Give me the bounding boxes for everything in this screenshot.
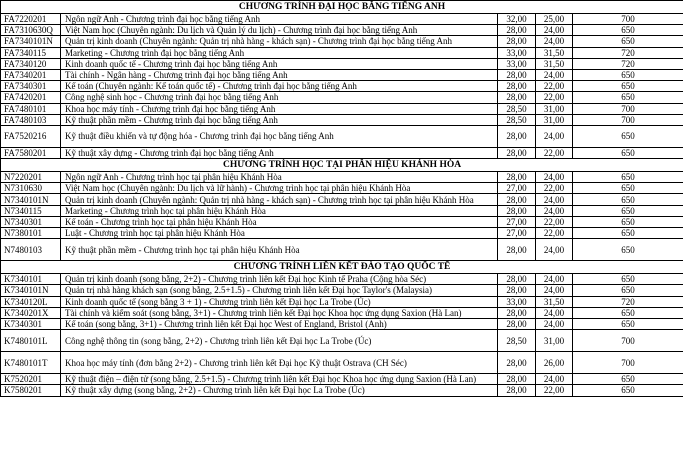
score-c-cell: 650 bbox=[573, 274, 683, 285]
score-a-cell: 28,00 bbox=[498, 285, 536, 296]
table-row bbox=[1, 58, 683, 69]
section-title: CHƯƠNG TRÌNH HỌC TẠI PHÂN HIỆU KHÁNH HÒA bbox=[1, 159, 683, 172]
program-name-cell: Quản trị kinh doanh (Chuyên ngành: Quản trị nhà hàng - khách sạn) - Chương trình học tại phân hiệu Khánh Hòa bbox=[61, 194, 498, 205]
score-b-cell: 24,00 bbox=[536, 285, 573, 296]
program-code-cell: N7340115 bbox=[1, 205, 61, 216]
program-code-cell: FA7340120 bbox=[1, 58, 61, 69]
score-c-cell: 650 bbox=[573, 239, 683, 261]
score-c-cell: 700 bbox=[573, 330, 683, 352]
score-a-cell: 28,00 bbox=[498, 125, 536, 147]
table-row bbox=[1, 374, 683, 385]
table-row bbox=[1, 81, 683, 92]
program-name-cell: Công nghệ thông tin (song bằng, 2+2) - Chương trình liên kết Đại học La Trobe (Úc) bbox=[61, 330, 498, 352]
score-c-cell: 650 bbox=[573, 194, 683, 205]
score-a-cell: 28,00 bbox=[498, 274, 536, 285]
score-b-cell: 24,00 bbox=[536, 307, 573, 318]
program-code-cell: FA7340101N bbox=[1, 36, 61, 47]
program-code-cell: FA7580201 bbox=[1, 147, 61, 158]
program-name-cell: Tài chính và kiểm soát (song bằng, 3+1) - Chương trình liên kết Đại học Khoa học ứng dụng Saxion (Hà Lan) bbox=[61, 307, 498, 318]
score-a-cell: 33,00 bbox=[498, 58, 536, 69]
score-a-cell: 28,00 bbox=[498, 239, 536, 261]
table-row bbox=[1, 205, 683, 216]
program-name-cell: Kế toán - Chương trình học tại phân hiệu Khánh Hòa bbox=[61, 216, 498, 227]
program-code-cell: N7480103 bbox=[1, 239, 61, 261]
score-b-cell: 22,00 bbox=[536, 183, 573, 194]
program-code-cell: N7310630 bbox=[1, 183, 61, 194]
score-a-cell: 28,00 bbox=[498, 172, 536, 183]
section-header-row bbox=[1, 159, 683, 172]
score-b-cell: 31,50 bbox=[536, 296, 573, 307]
score-b-cell: 24,00 bbox=[536, 205, 573, 216]
program-name-cell: Marketing - Chương trình đại học bằng tiếng Anh bbox=[61, 47, 498, 58]
program-code-cell: K7520201 bbox=[1, 374, 61, 385]
score-c-cell: 720 bbox=[573, 47, 683, 58]
section-title: CHƯƠNG TRÌNH LIÊN KẾT ĐÀO TẠO QUỐC TẾ bbox=[1, 261, 683, 274]
score-a-cell: 32,00 bbox=[498, 14, 536, 25]
score-c-cell: 650 bbox=[573, 36, 683, 47]
table-row bbox=[1, 285, 683, 296]
program-name-cell: Công nghệ sinh học - Chương trình đại học bằng tiếng Anh bbox=[61, 92, 498, 103]
score-a-cell: 28,00 bbox=[498, 318, 536, 329]
table-row bbox=[1, 239, 683, 261]
score-c-cell: 700 bbox=[573, 114, 683, 125]
program-name-cell: Kỹ thuật xây dựng - Chương trình đại học bằng tiếng Anh bbox=[61, 147, 498, 158]
program-name-cell: Kỹ thuật điện – điện tử (song bằng, 2.5+1.5) - Chương trình liên kết Đại học Khoa học ứng dụng Saxion (Hà Lan) bbox=[61, 374, 498, 385]
score-b-cell: 31,00 bbox=[536, 114, 573, 125]
table-row bbox=[1, 194, 683, 205]
score-c-cell: 650 bbox=[573, 125, 683, 147]
score-b-cell: 31,50 bbox=[536, 58, 573, 69]
program-code-cell: K7480101T bbox=[1, 352, 61, 374]
score-a-cell: 28,00 bbox=[498, 25, 536, 36]
program-code-cell: FA7480101 bbox=[1, 103, 61, 114]
program-code-cell: FA7480103 bbox=[1, 114, 61, 125]
score-b-cell: 31,50 bbox=[536, 47, 573, 58]
table-row bbox=[1, 14, 683, 25]
program-code-cell: K7340101 bbox=[1, 274, 61, 285]
program-name-cell: Kỹ thuật xây dựng (song bằng, 2+2) - Chương trình liên kết Đại học La Trobe (Úc) bbox=[61, 385, 498, 396]
section-header-row bbox=[1, 261, 683, 274]
score-c-cell: 650 bbox=[573, 228, 683, 239]
score-b-cell: 24,00 bbox=[536, 172, 573, 183]
program-code-cell: K7580201 bbox=[1, 385, 61, 396]
score-c-cell: 650 bbox=[573, 147, 683, 158]
score-a-cell: 28,00 bbox=[498, 81, 536, 92]
score-a-cell: 27,00 bbox=[498, 228, 536, 239]
table-row bbox=[1, 330, 683, 352]
table-row bbox=[1, 47, 683, 58]
score-c-cell: 650 bbox=[573, 374, 683, 385]
score-c-cell: 650 bbox=[573, 205, 683, 216]
score-b-cell: 24,00 bbox=[536, 239, 573, 261]
table-row bbox=[1, 296, 683, 307]
program-name-cell: Việt Nam học (Chuyên ngành: Du lịch và lữ hành) - Chương trình học tại phân hiệu Khánh Hòa bbox=[61, 183, 498, 194]
score-b-cell: 24,00 bbox=[536, 318, 573, 329]
score-c-cell: 650 bbox=[573, 92, 683, 103]
program-code-cell: N7340101N bbox=[1, 194, 61, 205]
program-code-cell: K7340101N bbox=[1, 285, 61, 296]
program-name-cell: Kế toán (song bằng, 3+1) - Chương trình liên kết Đại học West of England, Bristol (Anh) bbox=[61, 318, 498, 329]
table-row bbox=[1, 183, 683, 194]
program-name-cell: Luật - Chương trình học tại phân hiệu Khánh Hòa bbox=[61, 228, 498, 239]
program-code-cell: K7340201X bbox=[1, 307, 61, 318]
score-c-cell: 650 bbox=[573, 69, 683, 80]
program-code-cell: FA7340115 bbox=[1, 47, 61, 58]
program-name-cell: Ngôn ngữ Anh - Chương trình học tại phân hiệu Khánh Hòa bbox=[61, 172, 498, 183]
score-c-cell: 650 bbox=[573, 81, 683, 92]
table-row bbox=[1, 114, 683, 125]
table-row bbox=[1, 274, 683, 285]
score-a-cell: 33,00 bbox=[498, 47, 536, 58]
score-a-cell: 28,00 bbox=[498, 147, 536, 158]
score-b-cell: 24,00 bbox=[536, 194, 573, 205]
score-c-cell: 650 bbox=[573, 385, 683, 396]
score-a-cell: 28,00 bbox=[498, 36, 536, 47]
program-code-cell: N7220201 bbox=[1, 172, 61, 183]
score-a-cell: 28,00 bbox=[498, 352, 536, 374]
program-code-cell: FA7520216 bbox=[1, 125, 61, 147]
score-b-cell: 24,00 bbox=[536, 36, 573, 47]
program-code-cell: FA7310630Q bbox=[1, 25, 61, 36]
program-name-cell: Kỹ thuật phần mềm - Chương trình học tại phân hiệu Khánh Hòa bbox=[61, 239, 498, 261]
score-a-cell: 28,00 bbox=[498, 194, 536, 205]
score-a-cell: 28,50 bbox=[498, 114, 536, 125]
program-name-cell: Việt Nam học (Chuyên ngành: Du lịch và Quản lý du lịch) - Chương trình đại học bằng tiếng Anh bbox=[61, 25, 498, 36]
score-b-cell: 31,00 bbox=[536, 330, 573, 352]
score-b-cell: 26,00 bbox=[536, 352, 573, 374]
table-row bbox=[1, 25, 683, 36]
table-row bbox=[1, 36, 683, 47]
score-b-cell: 24,00 bbox=[536, 125, 573, 147]
program-code-cell: FA7220201 bbox=[1, 14, 61, 25]
program-code-cell: FA7420201 bbox=[1, 92, 61, 103]
score-b-cell: 24,00 bbox=[536, 25, 573, 36]
program-name-cell: Quản trị kinh doanh (song bằng, 2+2) - Chương trình liên kết Đại học Kinh tế Praha (Cộng hòa Séc) bbox=[61, 274, 498, 285]
program-name-cell: Kế toán (Chuyên ngành: Kế toán quốc tế) - Chương trình đại học bằng tiếng Anh bbox=[61, 81, 498, 92]
score-c-cell: 650 bbox=[573, 25, 683, 36]
program-code-cell: K7480101L bbox=[1, 330, 61, 352]
score-a-cell: 28,50 bbox=[498, 330, 536, 352]
score-b-cell: 31,00 bbox=[536, 103, 573, 114]
program-code-cell: FA7340301 bbox=[1, 81, 61, 92]
score-c-cell: 650 bbox=[573, 307, 683, 318]
program-name-cell: Quản trị kinh doanh (Chuyên ngành: Quản trị nhà hàng - khách sạn) - Chương trình đại học bằng tiếng Anh bbox=[61, 36, 498, 47]
score-b-cell: 22,00 bbox=[536, 81, 573, 92]
table-row bbox=[1, 103, 683, 114]
score-b-cell: 22,00 bbox=[536, 216, 573, 227]
section-header-row bbox=[1, 1, 683, 14]
score-a-cell: 28,50 bbox=[498, 103, 536, 114]
section-title: CHƯƠNG TRÌNH ĐẠI HỌC BẰNG TIẾNG ANH bbox=[1, 1, 683, 14]
score-b-cell: 24,00 bbox=[536, 69, 573, 80]
table-row bbox=[1, 352, 683, 374]
program-name-cell: Khoa học máy tính (đơn bằng 2+2) - Chương trình liên kết Đại học Kỹ thuật Ostrava (CH Séc) bbox=[61, 352, 498, 374]
score-a-cell: 28,00 bbox=[498, 92, 536, 103]
score-c-cell: 650 bbox=[573, 318, 683, 329]
score-a-cell: 33,00 bbox=[498, 296, 536, 307]
score-b-cell: 22,00 bbox=[536, 228, 573, 239]
table-row bbox=[1, 318, 683, 329]
score-c-cell: 700 bbox=[573, 352, 683, 374]
program-name-cell: Kinh doanh quốc tế - Chương trình đại học bằng tiếng Anh bbox=[61, 58, 498, 69]
score-a-cell: 28,00 bbox=[498, 205, 536, 216]
score-c-cell: 720 bbox=[573, 296, 683, 307]
program-name-cell: Kỹ thuật phần mềm - Chương trình đại học bằng tiếng Anh bbox=[61, 114, 498, 125]
table-row bbox=[1, 307, 683, 318]
score-c-cell: 650 bbox=[573, 285, 683, 296]
program-name-cell: Kinh doanh quốc tế (song bằng 3 + 1) - Chương trình liên kết Đại học La Trobe (Úc) bbox=[61, 296, 498, 307]
score-a-cell: 28,00 bbox=[498, 307, 536, 318]
program-name-cell: Kỹ thuật điều khiển và tự động hóa - Chương trình đại học bằng tiếng Anh bbox=[61, 125, 498, 147]
program-name-cell: Ngôn ngữ Anh - Chương trình đại học bằng tiếng Anh bbox=[61, 14, 498, 25]
table-row bbox=[1, 385, 683, 396]
table-row bbox=[1, 216, 683, 227]
program-code-cell: N7340301 bbox=[1, 216, 61, 227]
score-b-cell: 24,00 bbox=[536, 274, 573, 285]
program-code-cell: N7380101 bbox=[1, 228, 61, 239]
score-c-cell: 650 bbox=[573, 172, 683, 183]
program-code-cell: K7340120L bbox=[1, 296, 61, 307]
table-row bbox=[1, 147, 683, 158]
score-b-cell: 25,00 bbox=[536, 14, 573, 25]
program-name-cell: Marketing - Chương trình học tại phân hiệu Khánh Hòa bbox=[61, 205, 498, 216]
score-c-cell: 700 bbox=[573, 103, 683, 114]
score-c-cell: 650 bbox=[573, 216, 683, 227]
score-c-cell: 650 bbox=[573, 183, 683, 194]
score-b-cell: 22,00 bbox=[536, 385, 573, 396]
program-code-cell: K7340301 bbox=[1, 318, 61, 329]
table-row bbox=[1, 92, 683, 103]
score-a-cell: 27,00 bbox=[498, 183, 536, 194]
table-row bbox=[1, 172, 683, 183]
score-a-cell: 28,00 bbox=[498, 385, 536, 396]
score-a-cell: 27,00 bbox=[498, 216, 536, 227]
table-row bbox=[1, 69, 683, 80]
program-name-cell: Tài chính - Ngân hàng - Chương trình đại học bằng tiếng Anh bbox=[61, 69, 498, 80]
score-c-cell: 720 bbox=[573, 58, 683, 69]
score-a-cell: 28,00 bbox=[498, 69, 536, 80]
program-code-cell: FA7340201 bbox=[1, 69, 61, 80]
program-name-cell: Quản trị nhà hàng khách sạn (song bằng, 2.5+1.5) - Chương trình liên kết Đại học Taylor's (Malaysia) bbox=[61, 285, 498, 296]
table-row bbox=[1, 125, 683, 147]
score-c-cell: 700 bbox=[573, 14, 683, 25]
score-b-cell: 24,00 bbox=[536, 374, 573, 385]
program-name-cell: Khoa học máy tính - Chương trình đại học bằng tiếng Anh bbox=[61, 103, 498, 114]
table-row bbox=[1, 228, 683, 239]
score-a-cell: 28,00 bbox=[498, 374, 536, 385]
score-b-cell: 22,00 bbox=[536, 92, 573, 103]
score-b-cell: 22,00 bbox=[536, 147, 573, 158]
